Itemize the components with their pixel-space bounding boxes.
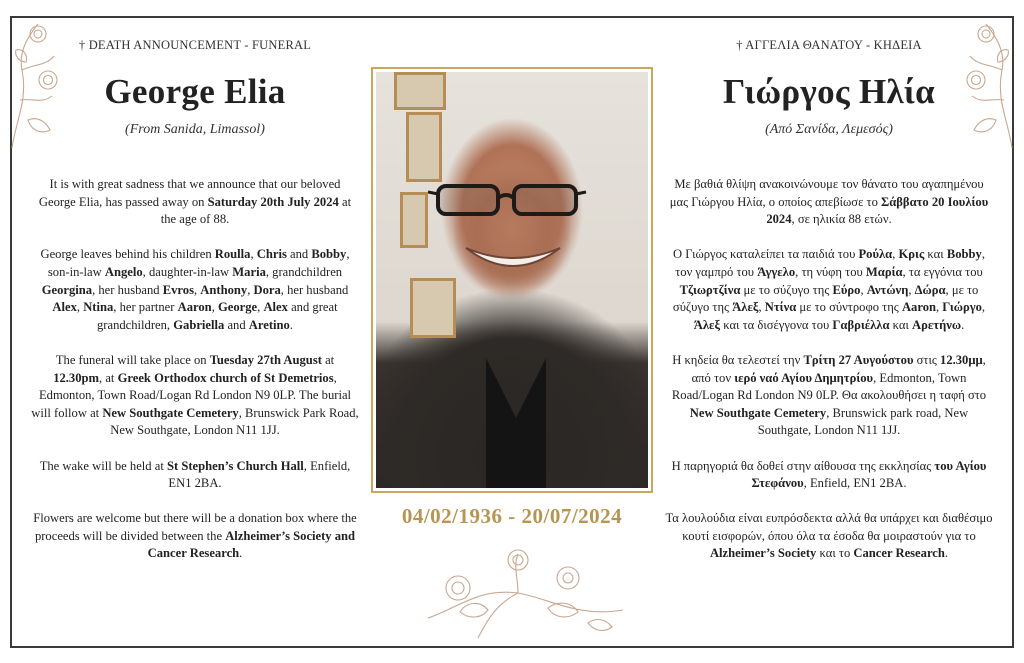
emphasis-text: Κρις [898,247,925,262]
body-text: με το σύντροφο της [796,300,902,315]
body-text: , Brunswick Park Road, New Southgate, London N11 1JJ. [110,405,359,438]
body-text: Flowers are welcome but there will be a donation box where the proceeds will be divided between the [33,511,357,543]
emphasis-text: Bobby [946,247,982,262]
body-text: , Enfield, EN1 2BA. [168,458,351,491]
body-text: , daughter-in-law [142,264,233,279]
english-name: George Elia [104,72,286,111]
emphasis-text: Alzheimer’s Society and Cancer Research [147,528,356,561]
body-text: , [250,247,257,262]
english-paragraph-3 [30,352,360,440]
body-text: , [758,300,765,315]
body-text: . [289,317,293,332]
emphasis-text: Greek Orthodox church of St Demetrios [117,370,334,385]
body-text: , [194,282,201,297]
emphasis-text: Gabriella [173,317,225,332]
greek-body [664,176,994,581]
emphasis-text: Aretino [248,317,290,332]
body-text: , σε ηλικία 88 ετών. [791,212,892,227]
body-text: at the age of 88. [160,194,352,227]
emphasis-text: Άλεξ [732,300,759,315]
emphasis-text: Ντίνα [764,300,797,315]
body-text: , [76,300,84,315]
body-text: and great grandchildren, [97,300,338,332]
body-text: , [860,282,867,297]
emphasis-text: Aaron [901,300,936,315]
greek-paragraph-4 [664,458,994,493]
emphasis-text: Alzheimer’s Society [709,546,817,561]
emphasis-text: Aaron [177,300,212,315]
portrait-frame [371,67,653,493]
body-text: George leaves behind his children [40,247,215,262]
body-text: . [944,546,949,561]
body-text: , τη νύφη του [795,264,866,279]
emphasis-text: Roulla [214,247,251,262]
body-text: , Edmonton, Town Road/Logan Rd London N9 0LP. The burial will follow at [31,370,352,420]
body-text: , at [99,370,118,385]
emphasis-text: St Stephen’s Church Hall [166,458,304,473]
portrait-photo [376,72,648,488]
body-text: , [892,247,899,262]
emphasis-text: Chris [256,247,287,262]
body-text: at [321,352,335,367]
body-text: The funeral will take place on [55,352,210,367]
body-text: Η παρηγοριά θα δοθεί στην αίθουσα της εκκλησίας [671,458,935,473]
emphasis-text: Ntina [83,300,114,315]
english-origin: (From Sanida, Limassol) [125,122,265,137]
greek-kicker: † ΑΓΓΕΛΙΑ ΘΑΝΑΤΟΥ - ΚΗΔΕΙΑ [736,38,922,52]
body-text: . [239,546,243,561]
emphasis-text: του Αγίου Στεφάνου [751,458,987,491]
english-kicker: † DEATH ANNOUNCEMENT - FUNERAL [78,38,312,52]
greek-name: Γιώργος Ηλία [722,72,936,111]
body-text: , από τον [691,352,986,385]
emphasis-text: New Southgate Cemetery [689,405,827,420]
emphasis-text: 12.30μμ [940,352,983,367]
body-text: και τα δισέγγονα του [720,317,833,332]
body-text: με το σύζυγο της [740,282,833,297]
emphasis-text: Alex [52,300,77,315]
body-text: , [981,300,986,315]
body-text: , [247,282,254,297]
body-text: , τα εγγόνια του [902,264,983,279]
body-text: , τον γαμπρό του [675,247,985,279]
body-text: Τα λουλούδια είναι ευπρόσδεκτα αλλά θα υπάρχει και διαθέσιμο κουτί εισφορών, όπου όλα τα έσοδα θα μοιραστούν για το [665,511,993,543]
body-text: , [908,282,915,297]
english-paragraph-4 [30,458,360,493]
greek-paragraph-5 [664,510,994,563]
emphasis-text: Saturday 20th July 2024 [207,194,339,209]
body-text: , με το σύζυγο της [672,282,979,315]
emphasis-text: Γιώργο [942,300,982,315]
emphasis-text: Evros [162,282,194,297]
emphasis-text: Bobby [311,247,347,262]
english-paragraph-2 [30,246,360,334]
emphasis-text: Maria [232,264,266,279]
body-text: , [211,300,218,315]
body-text: και [889,317,913,332]
body-text: It is with great sadness that we announce that our beloved George Elia, has passed away on [38,177,341,209]
english-body [30,176,360,581]
body-text: Με βαθιά θλίψη ανακοινώνουμε τον θάνατο του αγαπημένου μας Γιώργου Ηλία, ο οποίος απεβίωσε το [669,177,984,209]
body-text: , her husband [280,282,349,297]
body-text: The wake will be held at [39,458,167,473]
emphasis-text: Άλεξ [693,317,721,332]
emphasis-text: Ρούλα [858,247,893,262]
body-text: and [224,317,249,332]
body-text: Ο Γιώργος καταλείπει τα παιδιά του [673,247,859,262]
emphasis-text: Σάββατο 20 Ιουλίου 2024 [766,194,989,227]
body-text: και το [816,546,854,561]
body-text: και [924,247,947,262]
emphasis-text: Αρετήνω [912,317,962,332]
life-dates: 04/02/1936 - 20/07/2024 [401,504,623,528]
emphasis-text: Tuesday 27th August [209,352,322,367]
body-text: , Edmonton, Town Road/Logan Rd London N9 0LP. Θα ακολουθήσει η ταφή στο [671,370,987,403]
emphasis-text: Angelo [104,264,143,279]
emphasis-text: New Southgate Cemetery [102,405,239,420]
english-paragraph-1 [30,176,360,229]
greek-origin: (Από Σανίδα, Λεμεσός) [765,122,893,137]
emphasis-text: Μαρία [865,264,903,279]
body-text: and [286,247,312,262]
emphasis-text: Anthony [200,282,248,297]
emphasis-text: Αντώνη [866,282,909,297]
greek-paragraph-3 [664,352,994,440]
body-text: , [257,300,264,315]
emphasis-text: Εύρο [832,282,861,297]
greek-paragraph-1 [664,176,994,229]
emphasis-text: Γαβριέλλα [832,317,890,332]
emphasis-text: Τζιωρτζίνα [679,282,741,297]
emphasis-text: Cancer Research [853,546,945,561]
body-text: , Enfield, EN1 2BA. [803,476,907,491]
body-text: στις [913,352,941,367]
emphasis-text: Τρίτη 27 Αυγούστου [803,352,914,367]
body-text: . [961,317,965,332]
body-text: , grandchildren [265,264,343,279]
emphasis-text: Άγγελο [757,264,796,279]
body-text: , Brunswick park road, New Southgate, London N11 1JJ. [757,405,969,438]
floral-bottom-center-icon [418,548,628,648]
body-text: , son-in-law [47,247,350,279]
emphasis-text: ιερό ναό Αγίου Δημητρίου [734,370,874,385]
emphasis-text: Δώρα [914,282,946,297]
body-text: Η κηδεία θα τελεστεί την [672,352,804,367]
body-text: , her partner [113,300,178,315]
emphasis-text: 12.30pm [53,370,100,385]
body-text: , her husband [92,282,163,297]
emphasis-text: Alex [263,300,288,315]
greek-paragraph-2 [664,246,994,334]
glasses-icon [428,180,588,220]
english-paragraph-5 [30,510,360,563]
emphasis-text: George [217,300,258,315]
body-text: , [936,300,943,315]
emphasis-text: Dora [253,282,281,297]
emphasis-text: Georgina [41,282,93,297]
